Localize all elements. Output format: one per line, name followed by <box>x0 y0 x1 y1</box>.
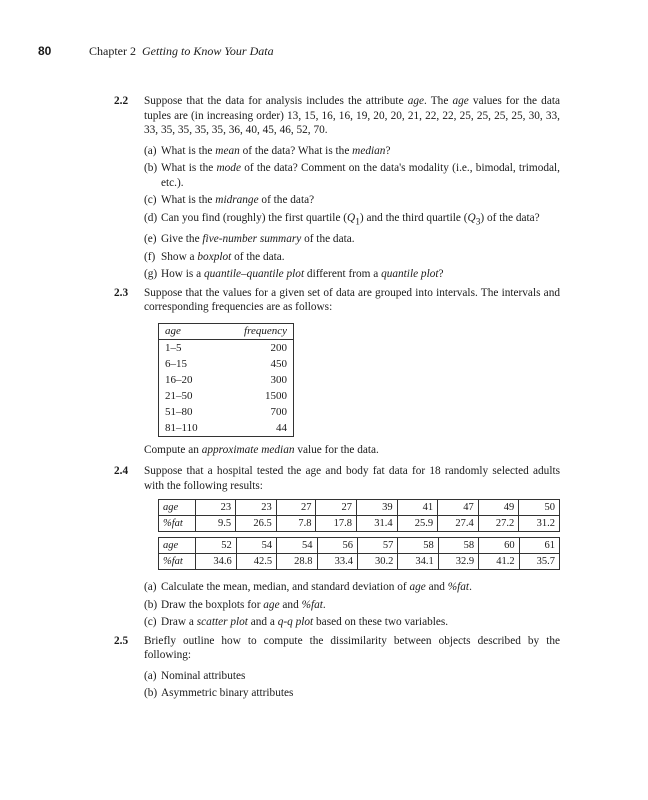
table-cell: 23 <box>196 500 236 516</box>
exercise-2-2 <box>114 94 560 282</box>
age-fat-table-2 <box>158 537 560 570</box>
table-cell: 33.4 <box>317 554 357 570</box>
table-cell: 30.2 <box>357 554 397 570</box>
table-cell: 42.5 <box>236 554 276 570</box>
table-cell: 23 <box>236 500 277 516</box>
table-cell: 16–20 <box>165 373 193 386</box>
table-cell: 1500 <box>265 389 287 402</box>
table-cell: 41.2 <box>479 554 519 570</box>
table-cell: 17.8 <box>316 516 357 532</box>
table-cell: 47 <box>438 500 479 516</box>
table-cell: 49 <box>478 500 519 516</box>
table-cell: 56 <box>317 538 357 554</box>
table-cell: 700 <box>270 405 287 418</box>
table-cell: 200 <box>270 341 287 354</box>
table-header-row <box>159 323 294 339</box>
table-row <box>159 339 294 356</box>
table-row-age <box>159 500 560 516</box>
table-cell: 25.9 <box>397 516 438 532</box>
table-cell: 21–50 <box>165 389 193 402</box>
table-row <box>159 356 294 372</box>
table-cell: 27.4 <box>438 516 479 532</box>
table-cell: 1–5 <box>165 341 182 354</box>
table-cell: 54 <box>236 538 276 554</box>
table-cell: 300 <box>270 373 287 386</box>
table-cell: 27.2 <box>478 516 519 532</box>
item-b: (b) Draw the boxplots for age and %fat. <box>144 598 326 611</box>
table-cell: 35.7 <box>519 554 559 570</box>
page-number: 80 <box>38 44 52 58</box>
table-cell: 58 <box>398 538 438 554</box>
row-label: %fat <box>159 554 196 570</box>
table-cell: 26.5 <box>236 516 277 532</box>
table-cell: 6–15 <box>165 357 187 370</box>
table-cell: 57 <box>357 538 397 554</box>
column-header: frequency <box>221 323 294 339</box>
table-cell: 450 <box>270 357 287 370</box>
table-cell: 27 <box>276 500 316 516</box>
exercise-number: 2.3 <box>114 286 129 299</box>
age-fat-table-1 <box>158 499 560 532</box>
table-cell: 52 <box>196 538 236 554</box>
row-label: age <box>159 500 196 516</box>
item-c: (c) What is the midrange of the data? <box>144 194 315 206</box>
item-d: (d) Can you find (roughly) the first quartile $(Q_1)$ and the third quartile $(Q_3)$ of the data? <box>144 211 540 227</box>
item-b: (b) What is the mode of the data? Comment on the data's modality (i.e., bimodal, trimodal, etc.). <box>144 162 560 189</box>
table-cell: 39 <box>357 500 398 516</box>
exercise-items <box>144 669 560 701</box>
exercise-number: 2.5 <box>114 634 129 647</box>
table-cell: 41 <box>397 500 438 516</box>
table-row <box>159 404 294 420</box>
table-row-age <box>159 538 560 554</box>
table-cell: 50 <box>519 500 560 516</box>
exercise-number: 2.2 <box>114 95 129 107</box>
item-a: (a) Nominal attributes <box>144 669 246 682</box>
exercise-2-5 <box>114 634 560 701</box>
exercise-intro: Briefly outline how to compute the dissimilarity between objects described by the following: <box>144 634 560 662</box>
table-cell: 27 <box>316 500 357 516</box>
table-row <box>159 420 294 437</box>
table-row <box>159 372 294 388</box>
item-e: (e) Give the five-number summary of the data. <box>144 233 355 246</box>
chapter-title: Chapter 2 Getting to Know Your Data <box>89 44 274 58</box>
item-a: (a) Calculate the mean, median, and standard deviation of age and %fat. <box>144 581 472 594</box>
exercise-items <box>144 580 560 630</box>
table-row-fat <box>159 554 560 570</box>
item-a: (a) What is the mean of the data? What is the median? <box>144 144 391 157</box>
table-row <box>159 388 294 404</box>
table-cell: 7.8 <box>276 516 316 532</box>
table-cell: 54 <box>277 538 317 554</box>
table-cell: 31.2 <box>519 516 560 532</box>
exercise-2-3 <box>114 286 560 458</box>
table-cell: 9.5 <box>196 516 236 532</box>
table-cell: 61 <box>519 538 559 554</box>
table-cell: 31.4 <box>357 516 398 532</box>
table-cell: 32.9 <box>438 554 478 570</box>
exercise-intro: Suppose that the values for a given set of data are grouped into intervals. The intervals and corresponding frequencies are as follows: <box>144 286 560 314</box>
table-cell: 28.8 <box>277 554 317 570</box>
exercise-intro: Suppose that the data for analysis includes the attribute age. The age values for the data tuples are (in increasing order) 13, 15, 16, 16, 19, 20, 20, 21, 22, 22, 25, 25, 25, 25, 30, 33, 33, 35, 35, 35, 35, 36, 40, 45, 46, 52, 70. <box>144 95 560 136</box>
table-cell: 51–80 <box>165 405 193 418</box>
item-b: (b) Asymmetric binary attributes <box>144 687 294 700</box>
exercise-number: 2.4 <box>114 465 129 478</box>
row-label: %fat <box>159 516 196 532</box>
table-cell: 81–110 <box>165 421 198 434</box>
page-content <box>114 94 560 704</box>
item-f: (f) Show a boxplot of the data. <box>144 250 285 263</box>
table-cell: 34.6 <box>196 554 236 570</box>
table-cell: 58 <box>438 538 478 554</box>
table-cell: 60 <box>479 538 519 554</box>
column-header: age <box>159 323 222 339</box>
exercise-items <box>144 144 560 282</box>
item-c: (c) Draw a scatter plot and a q-q plot based on these two variables. <box>144 616 449 629</box>
item-g: (g) How is a quantile–quantile plot different from a quantile plot? <box>144 268 444 281</box>
table-cell: 44 <box>276 421 287 434</box>
exercise-outro: Compute an approximate median value for the data. <box>144 443 379 456</box>
exercise-2-4 <box>114 464 560 630</box>
row-label: age <box>159 538 196 554</box>
exercise-intro: Suppose that a hospital tested the age and body fat data for 18 randomly selected adults with the following results: <box>144 465 560 492</box>
table-cell: 34.1 <box>398 554 438 570</box>
table-row-fat <box>159 516 560 532</box>
frequency-table <box>158 323 294 437</box>
